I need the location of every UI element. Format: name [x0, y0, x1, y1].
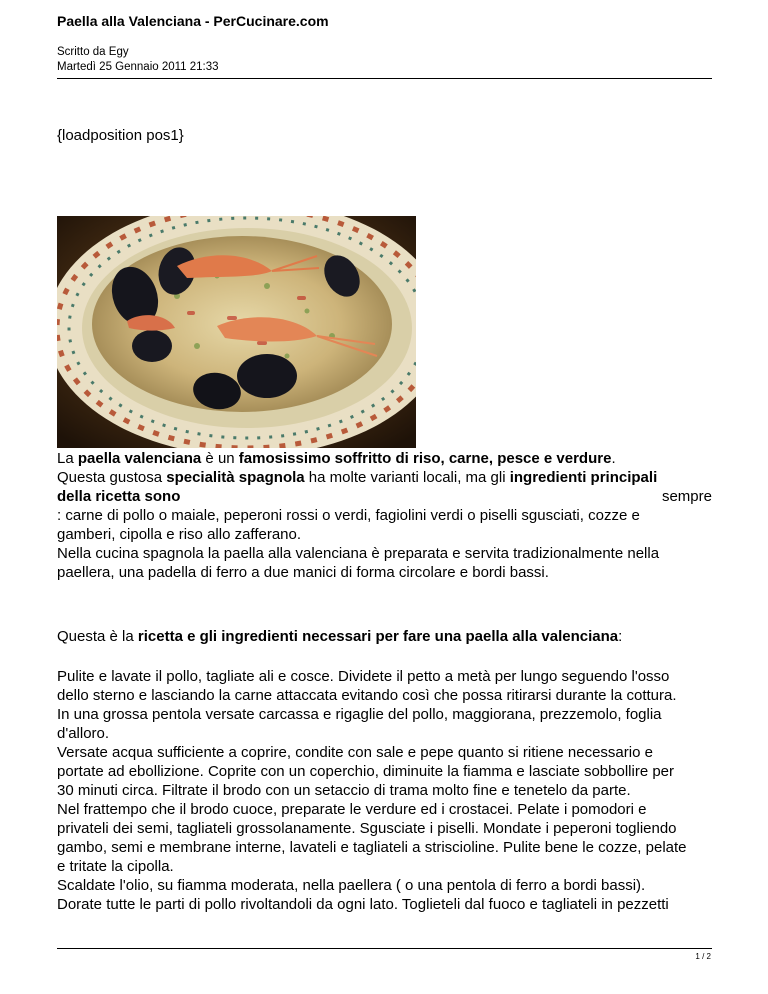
page-title: Paella alla Valenciana - PerCucinare.com	[57, 13, 329, 29]
footer-divider	[57, 948, 712, 949]
intro-line: della ricetta sono sempre	[57, 488, 712, 505]
intro-line: : carne di pollo o maiale, peperoni rossi o verdi, fagiolini verdi o piselli sgusciati, cozze e	[57, 507, 640, 524]
recipe-line: e tritate la cipolla.	[57, 858, 174, 875]
intro-line: paellera, una padella di ferro a due manici di forma circolare e bordi bassi.	[57, 564, 549, 581]
recipe-line: dello sterno e lasciando la carne attaccata evitando così che possa ritirarsi durante la cottura.	[57, 687, 677, 704]
intro-paragraph	[57, 449, 712, 582]
intro-line: gamberi, cipolla e riso allo zafferano.	[57, 526, 302, 543]
author-line: Scritto da Egy	[57, 46, 129, 58]
recipe-heading: Questa è la ricetta e gli ingredienti necessari per fare una paella alla valenciana:	[57, 628, 623, 645]
paella-photo-icon	[57, 216, 416, 448]
recipe-line: 30 minuti circa. Filtrate il brodo con un setaccio di trama molto fine e tenetelo da parte.	[57, 782, 631, 799]
article-meta	[57, 45, 219, 75]
recipe-line: Dorate tutte le parti di pollo rivoltandoli da ogni lato. Toglieteli dal fuoco e tagliateli in pezzetti	[57, 896, 669, 913]
loadposition-placeholder: {loadposition pos1}	[57, 127, 184, 144]
header-divider	[57, 78, 712, 79]
recipe-line: Versate acqua sufficiente a coprire, condite con sale e pepe quanto si ritiene necessario e	[57, 744, 653, 761]
recipe-line: gambo, semi e membrane interne, lavateli e tagliateli a striscioline. Pulite bene le cozze, pelate	[57, 839, 687, 856]
recipe-line: In una grossa pentola versate carcassa e rigaglie del pollo, maggiorana, prezzemolo, foglia	[57, 706, 662, 723]
recipe-line: Pulite e lavate il pollo, tagliate ali e cosce. Dividete il petto a metà per lungo seguendo l'osso	[57, 668, 670, 685]
recipe-steps	[57, 667, 712, 914]
recipe-line: Scaldate l'olio, su fiamma moderata, nella paellera ( o una pentola di ferro a bordi bassi).	[57, 877, 646, 894]
date-line: Martedì 25 Gennaio 2011 21:33	[57, 61, 219, 73]
recipe-line: portate ad ebollizione. Coprite con un coperchio, diminuite la fiamma e lasciate sobbollire per	[57, 763, 675, 780]
intro-line: La paella valenciana è un famosissimo soffritto di riso, carne, pesce e verdure.	[57, 450, 616, 467]
recipe-line: privateli dei semi, tagliateli grossolanamente. Sgusciate i piselli. Mondate i peperoni togliendo	[57, 820, 677, 837]
recipe-line: Nel frattempo che il brodo cuoce, preparate le verdure ed i crostacei. Pelate i pomodori e	[57, 801, 647, 818]
intro-line: Nella cucina spagnola la paella alla valenciana è preparata e servita tradizionalmente nella	[57, 545, 660, 562]
page-number: 1 / 2	[695, 952, 711, 961]
intro-line: Questa gustosa specialità spagnola ha molte varianti locali, ma gli ingredienti principali	[57, 469, 658, 486]
recipe-line: d'alloro.	[57, 725, 110, 742]
